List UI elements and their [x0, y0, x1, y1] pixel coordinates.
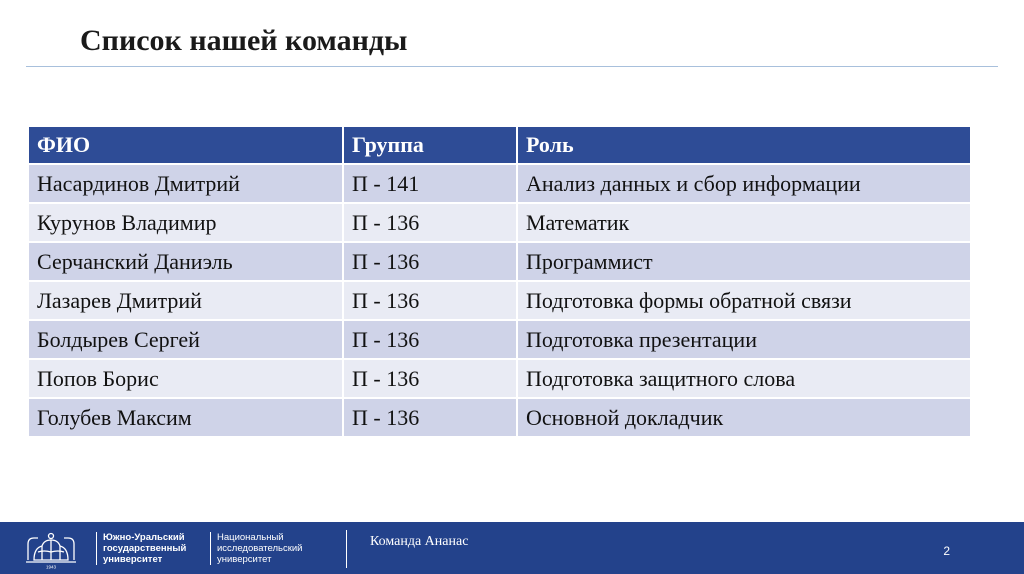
team-table: [29, 127, 970, 438]
national-label-line: университет: [217, 554, 272, 565]
cell-group: П - 136: [344, 243, 518, 282]
cell-role: Подготовка презентации: [518, 321, 970, 360]
cell-name: Попов Борис: [29, 360, 344, 399]
table-row: [29, 399, 970, 438]
footer-divider: [346, 530, 347, 568]
table-row: [29, 204, 970, 243]
cell-group: П - 141: [344, 165, 518, 204]
university-name: [96, 532, 213, 565]
university-name-line: Южно-Уральский: [103, 532, 185, 543]
header-role: Роль: [518, 127, 970, 165]
university-name-line: государственный: [103, 543, 187, 554]
table-row: [29, 243, 970, 282]
svg-text:1943: 1943: [45, 564, 57, 570]
table-row: [29, 360, 970, 399]
cell-role: Подготовка защитного слова: [518, 360, 970, 399]
footer-bar: [0, 522, 1024, 574]
cell-role: Основной докладчик: [518, 399, 970, 438]
cell-group: П - 136: [344, 399, 518, 438]
cell-role: Математик: [518, 204, 970, 243]
cell-name: Лазарев Дмитрий: [29, 282, 344, 321]
cell-name: Насардинов Дмитрий: [29, 165, 344, 204]
cell-group: П - 136: [344, 282, 518, 321]
cell-name: Серчанский Даниэль: [29, 243, 344, 282]
cell-role: Подготовка формы обратной связи: [518, 282, 970, 321]
cell-name: Болдырев Сергей: [29, 321, 344, 360]
cell-name: Курунов Владимир: [29, 204, 344, 243]
university-name-line: университет: [103, 554, 163, 565]
header-group: Группа: [344, 127, 518, 165]
team-name: Команда Ананас: [370, 534, 469, 549]
cell-role: Программист: [518, 243, 970, 282]
cell-group: П - 136: [344, 321, 518, 360]
header-name: ФИО: [29, 127, 344, 165]
university-logo-icon: [22, 530, 80, 570]
cell-group: П - 136: [344, 360, 518, 399]
national-label-line: исследовательский: [217, 543, 303, 554]
national-label-line: Национальный: [217, 532, 284, 543]
national-university-label: [210, 532, 347, 565]
cell-name: Голубев Максим: [29, 399, 344, 438]
cell-group: П - 136: [344, 204, 518, 243]
table-row: [29, 282, 970, 321]
title-divider: [26, 66, 998, 67]
page-number: 2: [943, 544, 950, 558]
table-row: [29, 165, 970, 204]
table-header-row: [29, 127, 970, 165]
cell-role: Анализ данных и сбор информации: [518, 165, 970, 204]
table-row: [29, 321, 970, 360]
slide-title: Список нашей команды: [80, 24, 408, 57]
